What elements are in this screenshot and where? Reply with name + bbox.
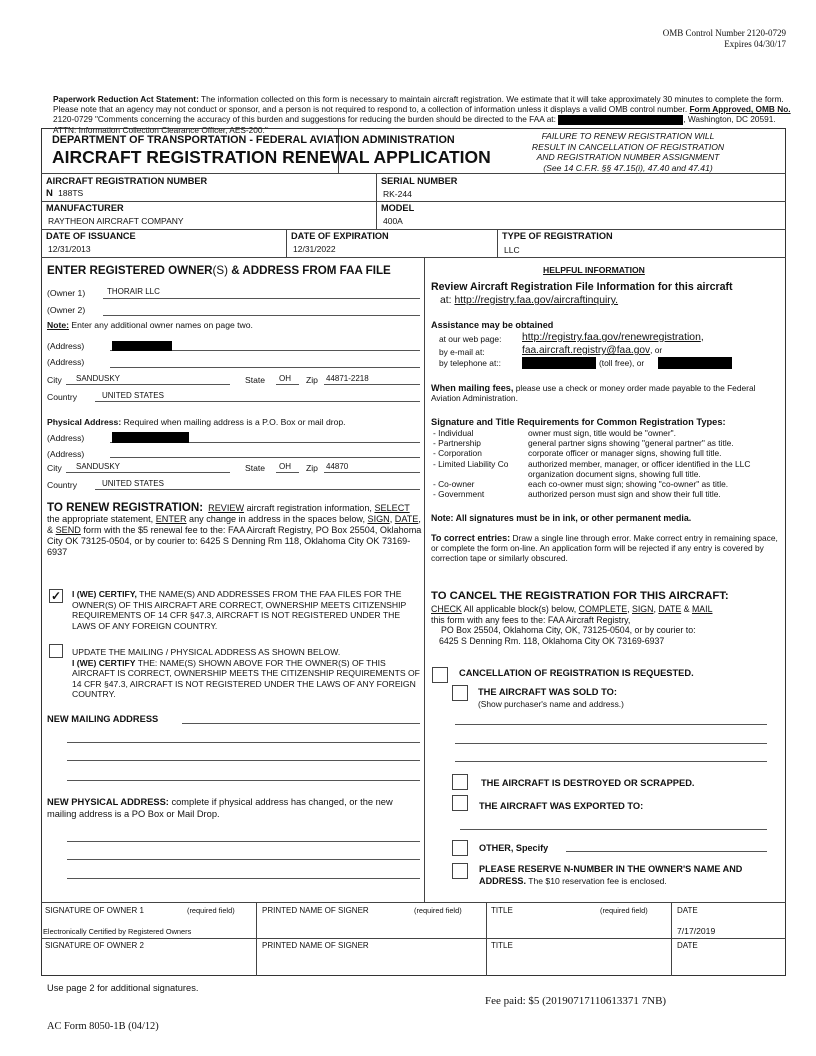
paperwork-text3: , Washington, DC 20591. ATTN: Information Collection Clearance Officer, AES-200." (53, 114, 776, 136)
warning-line: (See 14 C.F.R. §§ 47.15(i), 47.40 and 47.41) (543, 162, 713, 173)
date-label: DATE (677, 941, 698, 950)
renew-text: aircraft registration information, (244, 503, 375, 513)
manufacturer-label: MANUFACTURER (46, 203, 124, 213)
title-label: TITLE (491, 906, 513, 915)
sig-req-type: - Partnership (433, 438, 481, 449)
omb-expires: Expires 04/30/17 (724, 39, 786, 49)
phys-country-label: Country (47, 480, 78, 490)
form-title: AIRCRAFT REGISTRATION RENEWAL APPLICATION (52, 147, 491, 167)
required-field: (required field) (187, 906, 235, 915)
sig-req-type: - Individual (433, 428, 474, 438)
helpful-title: HELPFUL INFORMATION (543, 265, 645, 275)
address1-label: (Address) (47, 341, 85, 351)
new-physical-line[interactable] (67, 859, 420, 860)
cancel-text: PO Box 25504, Oklahoma City, OK, 73125-0504, or by courier to: (441, 625, 696, 635)
cancel-complete: COMPLETE (578, 604, 628, 614)
state-value[interactable]: OH (279, 374, 291, 383)
certify-bold: I (WE) CERTIFY (72, 657, 136, 668)
title-part: & ADDRESS FROM FAA FILE (228, 264, 391, 277)
form-number: AC Form 8050-1B (04/12) (47, 1021, 159, 1032)
destroyed-checkbox[interactable] (452, 774, 468, 790)
owners-section-title (47, 264, 391, 277)
review-at: at: (440, 295, 455, 306)
assist-title: Assistance may be obtained (431, 320, 554, 330)
printed-name-label: PRINTED NAME OF SIGNER (262, 941, 369, 950)
phys-city-label: City (47, 463, 62, 473)
renew-instructions: TO RENEW REGISTRATION: REVIEW aircraft registration information, SELECT the appropriate statement, ENTER any change in address in the spaces below, SIGN, DATE, & SEND form with the $5 renewal fee to the: FAA Aircraft Registry, PO Box 25504, Oklahoma City OK 73125-0504, or by courier to: 6425 S Denning Rm 118, Oklahoma City OK 73169-6937 (47, 501, 422, 557)
sig-req-type: - Government (433, 489, 485, 500)
physical-address-heading (47, 417, 346, 427)
department: DEPARTMENT OF TRANSPORTATION - FEDERAL AVIATION ADMINISTRATION (52, 134, 455, 146)
phys-state-value[interactable]: OH (279, 462, 291, 471)
renew-text: the appropriate statement, (47, 514, 156, 524)
fees-info (431, 383, 781, 403)
renew-select: SELECT (374, 503, 410, 513)
note-text: Enter any additional owner names on page two. (68, 320, 253, 330)
correct-entries (431, 533, 786, 564)
expiration-label: DATE OF EXPIRATION (291, 231, 389, 241)
cancel-check: CHECK (431, 604, 462, 614)
update-address-checkbox[interactable] (49, 644, 63, 658)
sig2-label: SIGNATURE OF OWNER 2 (45, 941, 144, 950)
cancel-mail: MAIL (691, 604, 713, 614)
certify-checkbox[interactable]: ✓ (50, 589, 62, 603)
title-label: TITLE (491, 941, 513, 950)
renew-text: form with the $5 renewal fee to the: FAA Aircraft Registry, PO Box 25504, Oklahoma City OK 73125-0504, or by courier to: 6425 S Denning Rm 118, Oklahoma City OK 73169-6937 (47, 525, 422, 557)
title-part: ENTER REGISTERED OWNER (47, 264, 213, 277)
city-value[interactable]: SANDUSKY (76, 374, 121, 383)
reg-type-value[interactable]: LLC (504, 245, 520, 255)
redacted-address (112, 341, 172, 351)
new-physical-line[interactable] (67, 878, 420, 879)
sold-checkbox[interactable] (452, 685, 468, 701)
owners-note (47, 320, 253, 330)
date1-value[interactable]: 7/17/2019 (677, 926, 716, 936)
phys-city-value[interactable]: SANDUSKY (76, 462, 121, 471)
fees-bold: When mailing fees, (431, 383, 514, 393)
reserve-statement (479, 864, 779, 887)
owner1-label: (Owner 1) (47, 288, 86, 298)
reserve-bold: PLEASE RESERVE N-NUMBER IN THE OWNER'S NAME AND ADDRESS. (479, 864, 743, 886)
fees-text: please use a check or money order made payable to the Federal Aviation Administration. (431, 383, 756, 404)
printed-name-label: PRINTED NAME OF SIGNER (262, 906, 369, 915)
certify-bold: I (WE) CERTIFY, (72, 589, 137, 599)
expiration-value[interactable]: 12/31/2022 (293, 244, 336, 254)
required-field: (required field) (414, 906, 462, 915)
other-checkbox[interactable] (452, 840, 468, 856)
new-phys-text: complete if physical address has changed, or the new mailing address is a PO Box or Mail Drop. (47, 797, 393, 819)
renew-title: TO RENEW REGISTRATION (47, 501, 200, 514)
cancel-text: this form with any fees to the: FAA Aircraft Registry, (431, 614, 631, 625)
omb-info (663, 28, 786, 50)
certify-text: THE: NAME(S) SHOWN ABOVE FOR THE OWNER(S) OF THIS AIRCRAFT IS CORRECT, OWNERSHIP MEETS THE CITIZENSHIP REQUIREMENTS OF 14 CFR §47.3, AIRCRAFT IS NOT REGISTERED UNDER THE LAWS OF ANY FOREIGN COUNTRY. (72, 657, 420, 700)
owner2-label: (Owner 2) (47, 305, 86, 315)
sig-req-table (433, 428, 788, 499)
new-physical-heading (47, 797, 417, 820)
reg-number-field[interactable] (46, 188, 83, 199)
email-link[interactable]: faa.aircraft.registry@faa.gov (522, 345, 651, 356)
state-label: State (245, 375, 266, 385)
email-label: by e-mail at: (439, 347, 485, 357)
purchaser-line[interactable] (455, 761, 767, 762)
web-link[interactable]: http://registry.faa.gov/renewregistration, (522, 332, 704, 343)
electronic-certification[interactable]: Electronically Certified by Registered Owners (43, 927, 192, 936)
new-mailing-line[interactable] (67, 780, 420, 781)
new-mailing-field[interactable] (182, 723, 420, 724)
address2-label: (Address) (47, 357, 85, 367)
other-specify-line[interactable] (566, 851, 767, 852)
warning-line: AND REGISTRATION NUMBER ASSIGNMENT (536, 152, 720, 163)
renew-sign: SIGN (367, 514, 390, 524)
warning-line: FAILURE TO RENEW REGISTRATION WILL (541, 131, 715, 141)
sig-req-desc: corporate officer or manager signs, showing full title. (528, 448, 722, 459)
cancel-title: TO CANCEL THE REGISTRATION FOR THIS AIRCRAFT: (431, 590, 729, 602)
sig-req-desc: authorized member, manager, or officer identified in the LLC organization document signs, showing full title. (528, 458, 751, 479)
reserve-checkbox[interactable] (452, 863, 468, 879)
sig-req-desc: authorized person must sign and show their full title. (528, 489, 721, 500)
cancel-date: DATE (658, 604, 682, 614)
sig-req-desc: each co-owner must sign; showing "co-owner" as title. (528, 479, 729, 490)
certify-text: THE NAME(S) AND ADDRESSES FROM THE FAA FILES FOR THE OWNER(S) OF THIS AIRCRAFT ARE CORRECT, OWNERSHIP MEETS CITIZENSHIP REQUIREMENTS OF 14 CFR §47.3, AIRCRAFT IS NOT REGISTERED UNDER THE LAWS OF ANY FOREIGN COUNTRY. (72, 589, 407, 631)
renew-enter: ENTER (155, 514, 187, 524)
country-value[interactable]: UNITED STATES (102, 391, 164, 400)
phys-address2-field[interactable] (110, 457, 420, 458)
email-or: , or (650, 345, 663, 355)
sig-req-row (433, 489, 788, 499)
update-line: UPDATE THE MAILING / PHYSICAL ADDRESS AS SHOWN BELOW. (72, 647, 341, 657)
reserve-text: The $10 reservation fee is enclosed. (526, 875, 667, 886)
new-mailing-line[interactable] (67, 742, 420, 743)
correct-text: Draw a single line through error. Make correct entry in remaining space, or complete the form on-line. An application form will be rejected if any entry is covered by correction tape or similarly obscured. (431, 533, 778, 564)
email-row (522, 345, 662, 356)
new-phys-label: NEW PHYSICAL ADDRESS: (47, 797, 169, 807)
sig-req-title: Signature and Title Requirements for Common Registration Types: (431, 417, 726, 427)
phys-address2-label: (Address) (47, 449, 85, 459)
issuance-value[interactable]: 12/31/2013 (48, 244, 91, 254)
form-header (52, 131, 491, 167)
sig-req-row (433, 438, 788, 448)
update-address-statement (72, 647, 422, 700)
title-part: (S) (212, 264, 229, 277)
phys-country-value[interactable]: UNITED STATES (102, 479, 164, 488)
destroyed-label: THE AIRCRAFT IS DESTROYED OR SCRAPPED. (481, 778, 695, 788)
correct-bold: To correct entries: (431, 533, 511, 543)
sold-label: THE AIRCRAFT WAS SOLD TO: (478, 687, 617, 697)
city-label: City (47, 375, 62, 385)
sig-req-row (433, 448, 788, 458)
other-label: OTHER, Specify (479, 843, 549, 853)
sig1-label: SIGNATURE OF OWNER 1 (45, 906, 144, 915)
cancel-text: 6425 S Denning Rm. 118, Oklahoma City OK 73169-6937 (439, 635, 665, 646)
fee-paid: Fee paid: $5 (20190717110613371 7NB) (485, 995, 667, 1007)
sig-req-type: - Co-owner (433, 479, 475, 490)
sig-req-type: - Corporation (433, 448, 482, 459)
certify-statement (72, 589, 422, 631)
renewal-warning (478, 131, 778, 173)
sig-req-row (433, 479, 788, 489)
address2-field[interactable] (110, 367, 420, 368)
sig-req-desc: owner must sign, title would be "owner". (528, 428, 676, 438)
sig-req-desc: general partner signs showing "general partner" as title. (528, 438, 734, 449)
model-value[interactable]: 400A (383, 216, 403, 226)
new-mailing-label: NEW MAILING ADDRESS (47, 714, 159, 724)
redacted-address (112, 432, 189, 443)
cancel-instructions: CHECK All applicable block(s) below, COMPLETE, SIGN, DATE & MAIL this form with any fees to the: FAA Aircraft Registry, PO Box 25504, Oklahoma City, OK, 73125-0504, or by courier to: 6425 S Denning Rm. 118, Oklahoma City OK 73169-6937 (431, 604, 786, 646)
phys-label: Physical Address: (47, 417, 122, 427)
phone-label: by telephone at:: (439, 358, 501, 368)
note-label: Note: (47, 320, 69, 330)
model-label: MODEL (381, 203, 415, 213)
paperwork-text: The information collected on this form is necessary to maintain aircraft registration. We estimate that it will take approximately 30 minutes to complete the form. Please note that an agency may not conduct or sponsor, and a person is not required to respond to, a collection of information unless it displays a valid OMB control number. (53, 94, 784, 115)
manufacturer-value[interactable]: RAYTHEON AIRCRAFT COMPANY (48, 216, 184, 226)
owner2-field[interactable] (103, 315, 420, 316)
phys-zip-value[interactable]: 44870 (326, 462, 349, 471)
serial-label: SERIAL NUMBER (381, 176, 458, 186)
toll-free-text: (toll free), or (599, 358, 645, 368)
web-label: at our web page: (439, 334, 502, 344)
owner1-value[interactable]: THORAIR LLC (107, 287, 160, 296)
redacted-phone (522, 357, 596, 369)
renew-text: any change in address in the spaces below, (186, 514, 368, 524)
sold-sub: (Show purchaser's name and address.) (478, 699, 624, 709)
renew-review: REVIEW (208, 503, 245, 513)
purchaser-line[interactable] (455, 743, 767, 744)
phys-zip-label: Zip (306, 463, 318, 473)
new-physical-line[interactable] (67, 841, 420, 842)
zip-label: Zip (306, 375, 318, 385)
n-prefix: N (46, 188, 53, 199)
date-label: DATE (677, 906, 698, 915)
reg-number-value: 188TS (58, 188, 84, 198)
review-link-row (440, 295, 618, 306)
exported-checkbox[interactable] (452, 795, 468, 811)
renew-registration-link[interactable]: http://registry.faa.gov/renewregistration (522, 332, 701, 343)
review-title: Review Aircraft Registration File Information for this aircraft (431, 281, 733, 293)
aircraft-inquiry-link[interactable]: http://registry.faa.gov/aircraftinquiry. (454, 295, 619, 306)
sig-req-type: - Limited Liability Co (433, 458, 509, 469)
renew-date: DATE (394, 514, 419, 524)
cancel-sign: SIGN (631, 604, 654, 614)
cancel-requested-label: CANCELLATION OF REGISTRATION IS REQUESTED. (459, 668, 694, 678)
cancel-requested-checkbox[interactable] (432, 667, 448, 683)
form-approved: Form Approved, OMB No. (689, 104, 791, 115)
required-field: (required field) (600, 906, 648, 915)
sig-req-row (433, 428, 788, 438)
serial-value[interactable]: RK-244 (383, 189, 412, 199)
redacted-block (558, 115, 683, 125)
zip-value[interactable]: 44871-2218 (326, 374, 369, 383)
reg-type-label: TYPE OF REGISTRATION (502, 231, 613, 241)
cancel-text: All applicable block(s) below, (461, 604, 579, 614)
ink-note: Note: All signatures must be in ink, or other permanent media. (431, 513, 692, 523)
purchaser-line[interactable] (455, 724, 767, 725)
issuance-label: DATE OF ISSUANCE (46, 231, 136, 241)
reg-number-label: AIRCRAFT REGISTRATION NUMBER (46, 176, 208, 186)
warning-line: RESULT IN CANCELLATION OF REGISTRATION (531, 141, 725, 152)
phys-text: Required when mailing address is a P.O. Box or mail drop. (121, 417, 346, 427)
new-mailing-line[interactable] (67, 760, 420, 761)
exported-label: THE AIRCRAFT WAS EXPORTED TO: (479, 801, 644, 811)
omb-control-number: OMB Control Number 2120-0729 (662, 28, 786, 38)
phys-address1-label: (Address) (47, 433, 85, 443)
renew-send: SEND (55, 525, 81, 535)
paperwork-label: Paperwork Reduction Act Statement: (53, 94, 199, 104)
export-country-line[interactable] (460, 829, 767, 830)
redacted-phone (658, 357, 732, 369)
page2-note: Use page 2 for additional signatures. (47, 983, 199, 993)
phys-state-label: State (245, 463, 266, 473)
paperwork-text2: 2120-0729 "Comments concerning the accuracy of this burden and suggestions for reducing the burden should be directed to the FAA at: (53, 114, 559, 125)
sig-req-row (433, 459, 788, 479)
country-label: Country (47, 392, 78, 402)
